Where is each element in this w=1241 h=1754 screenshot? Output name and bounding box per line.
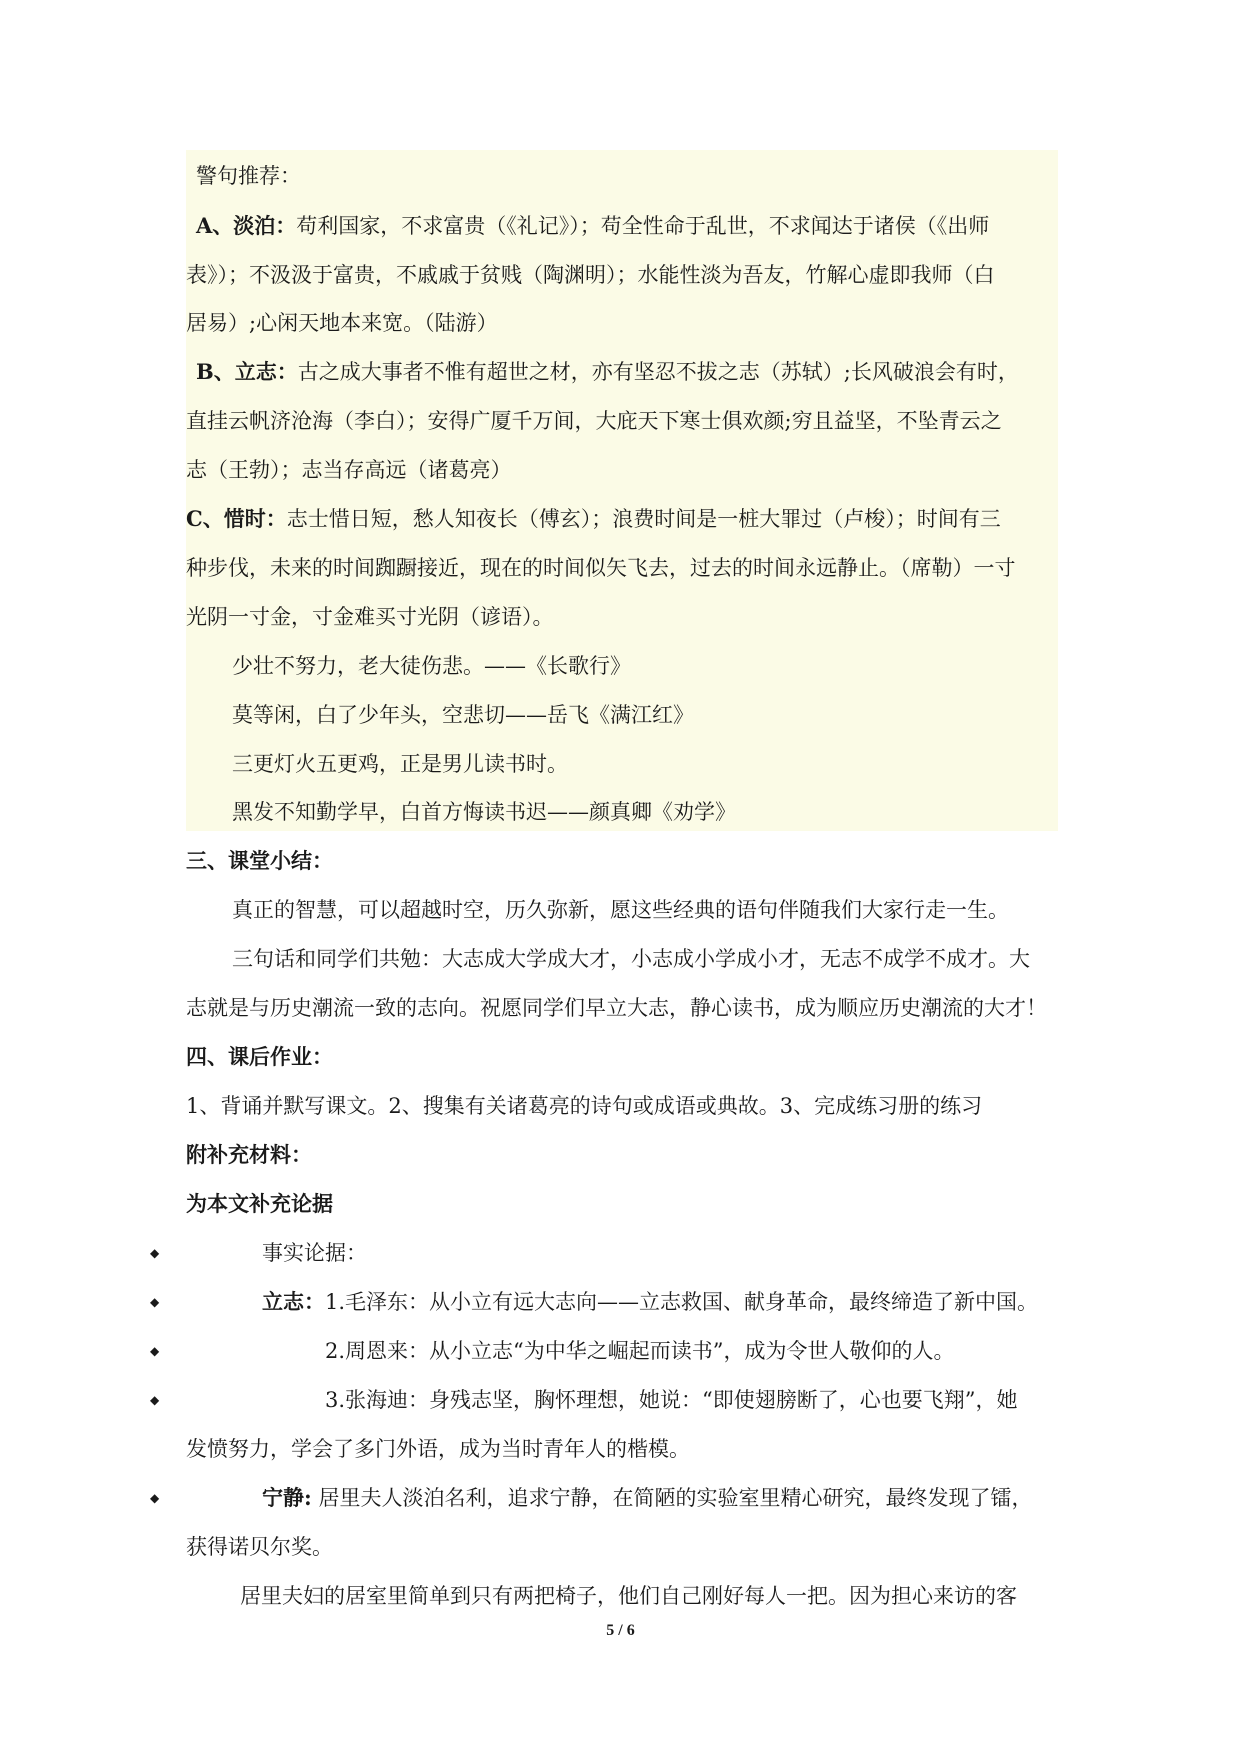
quote-b-label: B、立志： bbox=[196, 359, 298, 384]
bullet-diamond-icon: ◆ bbox=[150, 1246, 160, 1260]
summary-paragraph-1: 真正的智慧，可以超越时空，历久弥新，愿这些经典的语句伴随我们大家行走一生。 bbox=[232, 898, 1009, 922]
quote-c-line1: C、惜时：志士惜日短，愁人知夜长（傅玄）；浪费时间是一桩大罪过（卢梭）；时间有三 bbox=[186, 506, 1001, 531]
curie-paragraph: 居里夫妇的居室里简单到只有两把椅子，他们自己刚好每人一把。因为担心来访的客 bbox=[240, 1584, 1017, 1608]
quotes-heading: 警句推荐： bbox=[196, 164, 301, 188]
quote-a-line2: 表》）；不汲汲于富贵，不戚戚于贫贱（陶渊明）；水能性淡为吾友，竹解心虚即我师（白 bbox=[186, 263, 995, 287]
quote-a-line3: 居易）;心闲天地本来宽。（陆游） bbox=[186, 311, 498, 335]
bullet-diamond-icon: ◆ bbox=[150, 1491, 160, 1505]
lizhi-line3: 3.张海迪：身残志坚，胸怀理想，她说：“即使翅膀断了，心也要飞翔”，她 bbox=[325, 1388, 1018, 1412]
bullet-diamond-icon: ◆ bbox=[150, 1393, 160, 1407]
quote-b-line3: 志（王勃）；志当存高远（诸葛亮） bbox=[186, 458, 512, 482]
fact-label: 事实论据： bbox=[262, 1241, 367, 1265]
poem-4: 黑发不知勤学早，白首方悔读书迟——颜真卿《劝学》 bbox=[232, 800, 736, 824]
homework-text: 1、背诵并默写课文。2、搜集有关诸葛亮的诗句或成语或典故。3、完成练习册的练习 bbox=[186, 1094, 983, 1118]
lizhi-line1: 立志：1.毛泽东：从小立有远大志向——立志救国、献身革命，最终缔造了新中国。 bbox=[262, 1289, 1039, 1314]
bullet-diamond-icon: ◆ bbox=[150, 1295, 160, 1309]
lizhi-label: 立志： bbox=[262, 1289, 325, 1314]
page-number: 5 / 6 bbox=[606, 1622, 635, 1639]
quote-c-label: C、惜时： bbox=[186, 506, 287, 531]
ningjing-line1: 宁静: 居里夫人淡泊名利，追求宁静，在简陋的实验室里精心研究，最终发现了镭， bbox=[262, 1485, 1033, 1510]
summary-paragraph-2-line1: 三句话和同学们共勉：大志成大学成大才，小志成小学成小才，无志不成学不成才。大 bbox=[232, 947, 1030, 971]
lizhi-line2: 2.周恩来：从小立志“为中华之崛起而读书”，成为令世人敬仰的人。 bbox=[325, 1339, 955, 1363]
poem-1: 少壮不努力，老大徒伤悲。——《长歌行》 bbox=[232, 654, 631, 678]
quote-c-line2: 种步伐，未来的时间踟蹰接近，现在的时间似矢飞去，过去的时间永远静止。（席勒）一寸 bbox=[186, 556, 1016, 580]
supplement-heading: 附补充材料： bbox=[186, 1142, 312, 1167]
summary-paragraph-2-line2: 志就是与历史潮流一致的志向。祝愿同学们早立大志，静心读书，成为顺应历史潮流的大才！ bbox=[186, 996, 1047, 1020]
lizhi-line3-cont: 发愤努力，学会了多门外语，成为当时青年人的楷模。 bbox=[186, 1437, 690, 1461]
summary-heading: 三、课堂小结： bbox=[186, 848, 333, 873]
poem-3: 三更灯火五更鸡，正是男儿读书时。 bbox=[232, 752, 568, 776]
ningjing-label: 宁静: bbox=[262, 1485, 312, 1510]
ningjing-line2: 获得诺贝尔奖。 bbox=[186, 1535, 333, 1559]
poem-2: 莫等闲，白了少年头，空悲切——岳飞《满江红》 bbox=[232, 703, 694, 727]
supplement-subheading: 为本文补充论据 bbox=[186, 1191, 333, 1216]
bullet-diamond-icon: ◆ bbox=[150, 1344, 160, 1358]
quote-a-label: A、淡泊： bbox=[196, 213, 297, 238]
homework-heading: 四、课后作业： bbox=[186, 1044, 333, 1069]
quote-a-line1: A、淡泊：苟利国家，不求富贵（《礼记》）；苟全性命于乱世，不求闻达于诸侯（《出师 bbox=[196, 213, 990, 238]
quote-b-line1: B、立志：古之成大事者不惟有超世之材，亦有坚忍不拔之志（苏轼）;长风破浪会有时， bbox=[196, 359, 1019, 384]
quote-b-line2: 直挂云帆济沧海（李白）；安得广厦千万间，大庇天下寒士俱欢颜;穷且益坚，不坠青云之 bbox=[186, 409, 1002, 433]
quote-c-line3: 光阴一寸金，寸金难买寸光阴（谚语）。 bbox=[186, 605, 554, 629]
